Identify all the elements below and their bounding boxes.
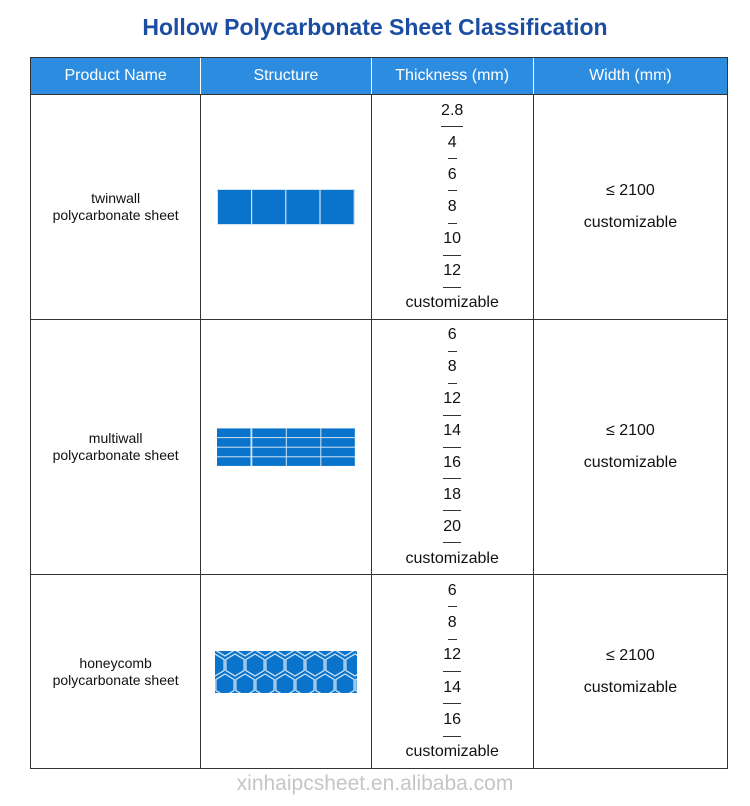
thickness-value: customizable bbox=[405, 549, 499, 567]
structure-honeycomb-diagram bbox=[201, 575, 371, 768]
width-cell bbox=[534, 320, 727, 574]
width-cell bbox=[534, 95, 727, 319]
thickness-list bbox=[372, 320, 534, 574]
thickness-list bbox=[372, 95, 534, 319]
thickness-value: 16 bbox=[443, 448, 461, 480]
table-body bbox=[31, 95, 727, 769]
header-thickness: Thickness (mm) bbox=[372, 58, 534, 94]
width-cell bbox=[534, 575, 727, 768]
thickness-value: 6 bbox=[448, 575, 457, 607]
header-structure: Structure bbox=[201, 58, 371, 94]
thickness-value: 12 bbox=[443, 640, 461, 672]
thickness-value: 14 bbox=[443, 416, 461, 448]
classification-table bbox=[30, 57, 728, 769]
thickness-value: 2.8 bbox=[441, 95, 463, 127]
product-row-honeycomb bbox=[31, 575, 727, 769]
thickness-value: 8 bbox=[448, 352, 457, 384]
thickness-value: customizable bbox=[405, 743, 499, 761]
product-name: honeycomb polycarbonate sheet bbox=[31, 575, 201, 768]
thickness-value: 8 bbox=[448, 191, 457, 223]
thickness-value: 12 bbox=[443, 256, 461, 288]
thickness-value: 6 bbox=[448, 320, 457, 352]
watermark: xinhaipcsheet.en.alibaba.com bbox=[236, 772, 514, 795]
thickness-value: 8 bbox=[448, 607, 457, 639]
width-note: customizable bbox=[583, 214, 678, 231]
thickness-value: 20 bbox=[443, 511, 461, 543]
thickness-value: 14 bbox=[443, 672, 461, 704]
thickness-value: 12 bbox=[443, 384, 461, 416]
width-value: ≤ 2100 bbox=[605, 422, 655, 439]
header-width: Width (mm) bbox=[589, 67, 672, 84]
thickness-value: 18 bbox=[443, 479, 461, 511]
thickness-value: 16 bbox=[443, 704, 461, 736]
width-note: customizable bbox=[583, 454, 678, 471]
width-value: ≤ 2100 bbox=[605, 646, 655, 664]
page-title: Hollow Polycarbonate Sheet Classification bbox=[142, 14, 608, 40]
thickness-value: 4 bbox=[448, 127, 457, 159]
thickness-list bbox=[372, 575, 534, 768]
product-row-multiwall bbox=[31, 320, 727, 575]
width-value: ≤ 2100 bbox=[605, 182, 655, 199]
header-product-name: Product Name bbox=[31, 58, 201, 94]
product-name: twinwall polycarbonate sheet bbox=[31, 95, 201, 319]
structure-multiwall-diagram bbox=[201, 320, 371, 574]
product-row-twinwall bbox=[31, 95, 727, 320]
thickness-value: customizable bbox=[405, 294, 499, 312]
product-name: multiwall polycarbonate sheet bbox=[31, 320, 201, 574]
structure-twinwall-diagram bbox=[201, 95, 371, 319]
table-header bbox=[31, 57, 727, 95]
thickness-value: 6 bbox=[448, 159, 457, 191]
width-note: customizable bbox=[583, 678, 678, 696]
thickness-value: 10 bbox=[443, 224, 461, 256]
